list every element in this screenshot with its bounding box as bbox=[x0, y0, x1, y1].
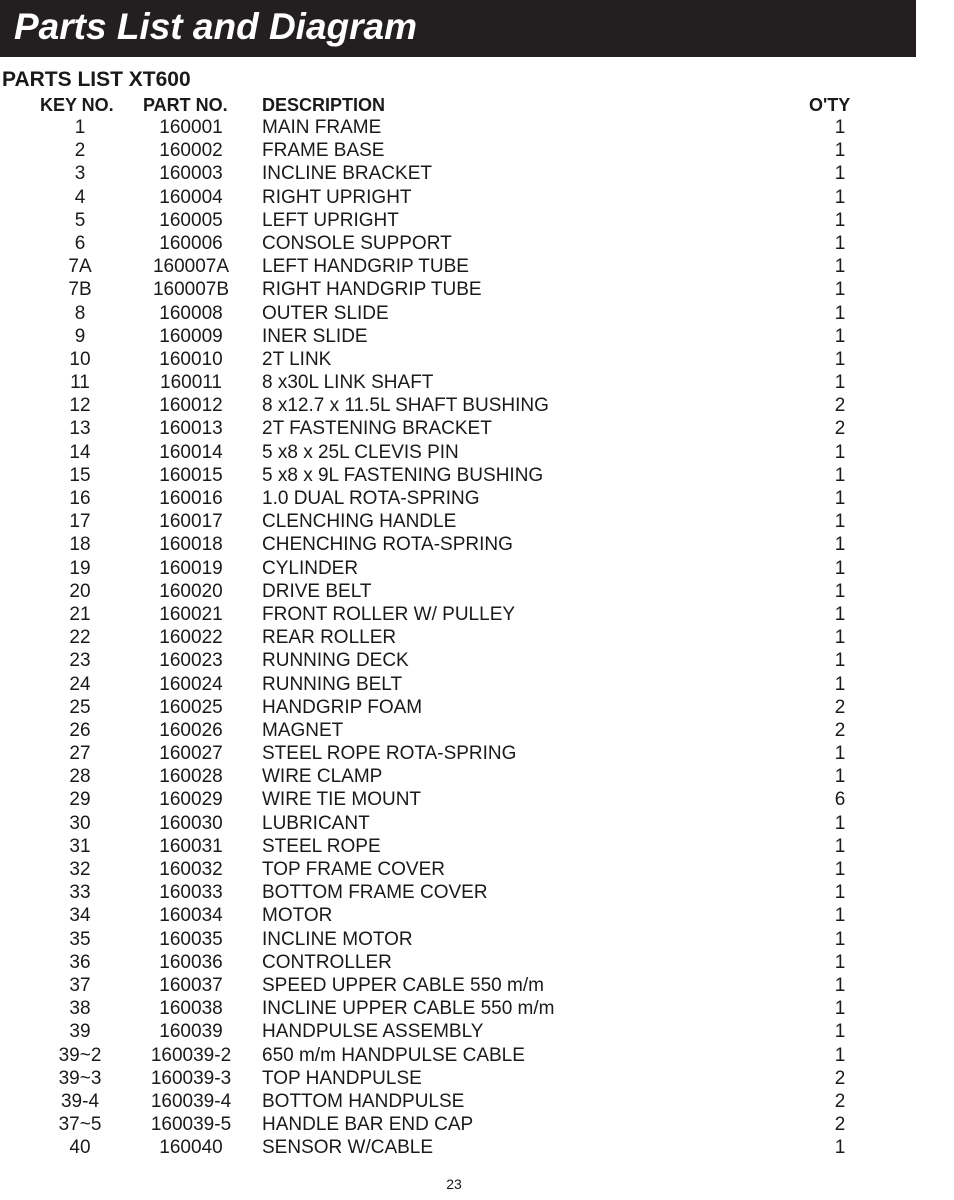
key-no-cell: 39~2 bbox=[58, 1044, 102, 1066]
description-cell: CHENCHING ROTA-SPRING bbox=[262, 534, 513, 556]
part-no-cell: 160039-3 bbox=[150, 1067, 232, 1089]
qty-cell: 1 bbox=[834, 117, 846, 138]
part-no-cell: 160020 bbox=[159, 580, 223, 602]
qty-cell: 2 bbox=[834, 696, 846, 718]
qty-cell: 1 bbox=[834, 859, 846, 880]
part-no-cell: 160028 bbox=[159, 766, 223, 788]
part-no-cell: 160010 bbox=[159, 348, 223, 370]
qty-cell: 2 bbox=[834, 1114, 846, 1136]
description-cell: MAGNET bbox=[262, 719, 344, 741]
part-no-cell: 160014 bbox=[159, 441, 223, 463]
description-cell: HANDGRIP FOAM bbox=[262, 696, 423, 718]
qty-cell: 1 bbox=[834, 974, 846, 996]
key-no-cell: 30 bbox=[69, 812, 91, 834]
table-row bbox=[0, 696, 954, 719]
qty-cell: 2 bbox=[834, 1067, 846, 1089]
table-row bbox=[0, 557, 954, 580]
table-row bbox=[0, 997, 954, 1020]
description-cell: 5 x8 x 9L FASTENING BUSHING bbox=[262, 464, 544, 486]
qty-cell: 1 bbox=[834, 279, 846, 301]
description-cell: TOP FRAME COVER bbox=[262, 859, 445, 880]
qty-cell: 1 bbox=[834, 209, 846, 231]
table-row bbox=[0, 1067, 954, 1090]
qty-cell: 1 bbox=[834, 232, 846, 254]
key-no-cell: 36 bbox=[69, 951, 91, 973]
qty-cell: 1 bbox=[834, 673, 846, 695]
key-no-cell: 21 bbox=[69, 603, 91, 625]
key-no-cell: 7B bbox=[68, 279, 92, 301]
column-header-qty: O'TY bbox=[809, 95, 851, 115]
description-cell: INER SLIDE bbox=[262, 325, 368, 347]
key-no-cell: 3 bbox=[74, 163, 86, 185]
key-no-cell: 1 bbox=[74, 117, 86, 138]
table-row bbox=[0, 371, 954, 394]
part-no-cell: 160029 bbox=[159, 789, 223, 811]
table-row bbox=[0, 1136, 954, 1159]
table-row bbox=[0, 162, 954, 185]
part-no-cell: 160005 bbox=[159, 209, 223, 231]
part-no-cell: 160039-2 bbox=[150, 1044, 232, 1066]
key-no-cell: 20 bbox=[69, 580, 91, 602]
key-no-cell: 33 bbox=[69, 882, 91, 904]
part-no-cell: 160036 bbox=[159, 951, 223, 973]
qty-cell: 1 bbox=[834, 511, 846, 533]
description-cell: LUBRICANT bbox=[262, 812, 370, 834]
qty-cell: 2 bbox=[834, 1090, 846, 1112]
description-cell: 8 x12.7 x 11.5L SHAFT BUSHING bbox=[262, 395, 549, 417]
qty-cell: 1 bbox=[834, 766, 846, 788]
description-cell: LEFT UPRIGHT bbox=[262, 209, 399, 231]
part-no-cell: 160021 bbox=[159, 603, 223, 625]
key-no-cell: 38 bbox=[69, 998, 91, 1020]
part-no-cell: 160039-4 bbox=[150, 1090, 232, 1112]
description-cell: 1.0 DUAL ROTA-SPRING bbox=[262, 488, 480, 509]
description-cell: INCLINE UPPER CABLE 550 m/m bbox=[262, 998, 555, 1020]
key-no-cell: 16 bbox=[69, 488, 91, 509]
description-cell: SPEED UPPER CABLE 550 m/m bbox=[262, 974, 544, 996]
qty-cell: 1 bbox=[834, 1021, 846, 1043]
header-banner bbox=[0, 0, 916, 57]
page-number: 23 bbox=[446, 1176, 462, 1192]
part-no-cell: 160017 bbox=[159, 511, 223, 533]
table-row bbox=[0, 186, 954, 209]
description-cell: CLENCHING HANDLE bbox=[262, 511, 457, 533]
description-cell: WIRE TIE MOUNT bbox=[262, 789, 422, 811]
part-no-cell: 160024 bbox=[159, 673, 223, 695]
key-no-cell: 28 bbox=[69, 766, 91, 788]
key-no-cell: 13 bbox=[69, 418, 91, 440]
description-cell: 2T LINK bbox=[262, 348, 332, 370]
key-no-cell: 7A bbox=[68, 256, 92, 278]
part-no-cell: 160007B bbox=[152, 279, 230, 301]
table-row bbox=[0, 626, 954, 649]
part-no-cell: 160018 bbox=[159, 534, 223, 556]
qty-cell: 6 bbox=[834, 789, 846, 811]
part-no-cell: 160011 bbox=[160, 372, 222, 394]
description-cell: HANDLE BAR END CAP bbox=[262, 1114, 474, 1136]
table-row bbox=[0, 649, 954, 672]
table-row bbox=[0, 139, 954, 162]
part-no-cell: 160007A bbox=[152, 256, 230, 278]
qty-cell: 1 bbox=[834, 998, 846, 1020]
part-no-cell: 160023 bbox=[159, 650, 223, 672]
table-row bbox=[0, 417, 954, 440]
table-row bbox=[0, 580, 954, 603]
table-row bbox=[0, 765, 954, 788]
table-row bbox=[0, 1113, 954, 1136]
part-no-cell: 160033 bbox=[159, 882, 223, 904]
part-no-cell: 160016 bbox=[159, 488, 223, 509]
key-no-cell: 24 bbox=[69, 673, 91, 695]
table-row bbox=[0, 255, 954, 278]
table-row bbox=[0, 533, 954, 556]
description-cell: MOTOR bbox=[262, 905, 333, 927]
table-row bbox=[0, 812, 954, 835]
description-cell: INCLINE BRACKET bbox=[262, 163, 432, 185]
part-no-cell: 160008 bbox=[159, 302, 223, 324]
description-cell: BOTTOM HANDPULSE bbox=[262, 1090, 465, 1112]
table-row bbox=[0, 881, 954, 904]
part-no-cell: 160035 bbox=[159, 928, 223, 950]
description-cell: INCLINE MOTOR bbox=[262, 928, 413, 950]
qty-cell: 1 bbox=[834, 650, 846, 672]
qty-cell: 1 bbox=[834, 163, 846, 185]
description-cell: STEEL ROPE ROTA-SPRING bbox=[262, 743, 517, 765]
qty-cell: 2 bbox=[834, 719, 846, 741]
description-cell: WIRE CLAMP bbox=[262, 766, 383, 788]
qty-cell: 1 bbox=[834, 905, 846, 927]
table-row bbox=[0, 1044, 954, 1067]
key-no-cell: 25 bbox=[69, 696, 91, 718]
table-row bbox=[0, 603, 954, 626]
qty-cell: 1 bbox=[834, 928, 846, 950]
parts-list-title: PARTS LIST XT600 bbox=[2, 68, 191, 91]
qty-cell: 1 bbox=[834, 348, 846, 370]
part-no-cell: 160022 bbox=[159, 627, 223, 649]
description-cell: STEEL ROPE bbox=[262, 835, 381, 857]
description-cell: DRIVE BELT bbox=[262, 580, 372, 602]
table-row bbox=[0, 302, 954, 325]
qty-cell: 2 bbox=[834, 395, 846, 417]
table-row bbox=[0, 209, 954, 232]
part-no-cell: 160038 bbox=[159, 998, 223, 1020]
part-no-cell: 160025 bbox=[159, 696, 223, 718]
qty-cell: 1 bbox=[834, 186, 846, 208]
table-row bbox=[0, 742, 954, 765]
key-no-cell: 22 bbox=[69, 627, 91, 649]
qty-cell: 1 bbox=[834, 325, 846, 347]
qty-cell: 1 bbox=[834, 372, 846, 394]
table-row bbox=[0, 348, 954, 371]
table-row bbox=[0, 951, 954, 974]
part-no-cell: 160006 bbox=[159, 232, 223, 254]
key-no-cell: 2 bbox=[74, 140, 86, 162]
part-no-cell: 160039 bbox=[159, 1021, 223, 1043]
key-no-cell: 12 bbox=[69, 395, 91, 417]
key-no-cell: 23 bbox=[69, 650, 91, 672]
table-row bbox=[0, 788, 954, 811]
key-no-cell: 29 bbox=[69, 789, 91, 811]
table-row bbox=[0, 1090, 954, 1113]
table-row bbox=[0, 278, 954, 301]
description-cell: OUTER SLIDE bbox=[262, 302, 389, 324]
key-no-cell: 37 bbox=[69, 974, 91, 996]
part-no-cell: 160040 bbox=[159, 1137, 223, 1159]
key-no-cell: 26 bbox=[69, 719, 91, 741]
qty-cell: 1 bbox=[834, 140, 846, 162]
table-row bbox=[0, 116, 954, 139]
qty-cell: 1 bbox=[834, 882, 846, 904]
table-row bbox=[0, 974, 954, 997]
key-no-cell: 10 bbox=[69, 348, 91, 370]
description-cell: MAIN FRAME bbox=[262, 117, 382, 138]
qty-cell: 1 bbox=[834, 951, 846, 973]
key-no-cell: 35 bbox=[69, 928, 91, 950]
key-no-cell: 39-4 bbox=[60, 1090, 100, 1112]
key-no-cell: 37~5 bbox=[58, 1114, 102, 1136]
table-row bbox=[0, 464, 954, 487]
description-cell: SENSOR W/CABLE bbox=[262, 1137, 434, 1159]
description-cell: REAR ROLLER bbox=[262, 627, 397, 649]
column-header-part-no: PART NO. bbox=[143, 95, 228, 115]
description-cell: BOTTOM FRAME COVER bbox=[262, 882, 488, 904]
qty-cell: 1 bbox=[834, 441, 846, 463]
qty-cell: 1 bbox=[834, 835, 846, 857]
key-no-cell: 8 bbox=[74, 302, 86, 324]
table-row bbox=[0, 232, 954, 255]
description-cell: FRAME BASE bbox=[262, 140, 385, 162]
table-row bbox=[0, 394, 954, 417]
key-no-cell: 19 bbox=[69, 557, 91, 579]
qty-cell: 1 bbox=[834, 627, 846, 649]
description-cell: CONSOLE SUPPORT bbox=[262, 232, 452, 254]
description-cell: 2T FASTENING BRACKET bbox=[262, 418, 492, 440]
key-no-cell: 40 bbox=[69, 1137, 91, 1159]
column-header-description: DESCRIPTION bbox=[262, 95, 386, 115]
part-no-cell: 160013 bbox=[159, 418, 223, 440]
description-cell: RUNNING BELT bbox=[262, 673, 403, 695]
description-cell: LEFT HANDGRIP TUBE bbox=[262, 256, 469, 278]
column-header-key-no: KEY NO. bbox=[40, 95, 114, 115]
description-cell: CONTROLLER bbox=[262, 951, 392, 973]
table-row bbox=[0, 719, 954, 742]
part-no-cell: 160032 bbox=[159, 859, 223, 880]
description-cell: HANDPULSE ASSEMBLY bbox=[262, 1021, 484, 1043]
qty-cell: 1 bbox=[834, 1044, 846, 1066]
table-row bbox=[0, 928, 954, 951]
part-no-cell: 160009 bbox=[159, 325, 223, 347]
part-no-cell: 160019 bbox=[159, 557, 223, 579]
table-row bbox=[0, 835, 954, 858]
key-no-cell: 11 bbox=[70, 372, 90, 394]
table-row bbox=[0, 673, 954, 696]
qty-cell: 1 bbox=[834, 743, 846, 765]
key-no-cell: 6 bbox=[74, 232, 86, 254]
key-no-cell: 18 bbox=[69, 534, 91, 556]
qty-cell: 1 bbox=[834, 557, 846, 579]
qty-cell: 1 bbox=[834, 256, 846, 278]
qty-cell: 1 bbox=[834, 488, 846, 509]
description-cell: RIGHT HANDGRIP TUBE bbox=[262, 279, 482, 301]
part-no-cell: 160037 bbox=[159, 974, 223, 996]
key-no-cell: 5 bbox=[74, 209, 86, 231]
part-no-cell: 160003 bbox=[159, 163, 223, 185]
table-row bbox=[0, 510, 954, 533]
description-cell: 8 x30L LINK SHAFT bbox=[262, 372, 434, 394]
qty-cell: 1 bbox=[834, 580, 846, 602]
key-no-cell: 34 bbox=[69, 905, 91, 927]
table-row bbox=[0, 441, 954, 464]
description-cell: FRONT ROLLER W/ PULLEY bbox=[262, 603, 516, 625]
key-no-cell: 39~3 bbox=[58, 1067, 102, 1089]
part-no-cell: 160001 bbox=[159, 117, 223, 138]
table-row bbox=[0, 858, 954, 881]
key-no-cell: 31 bbox=[69, 835, 91, 857]
qty-cell: 1 bbox=[834, 603, 846, 625]
key-no-cell: 17 bbox=[69, 511, 91, 533]
part-no-cell: 160031 bbox=[159, 835, 223, 857]
description-cell: CYLINDER bbox=[262, 557, 359, 579]
key-no-cell: 39 bbox=[69, 1021, 91, 1043]
qty-cell: 1 bbox=[834, 1137, 846, 1159]
key-no-cell: 9 bbox=[74, 325, 86, 347]
part-no-cell: 160027 bbox=[159, 743, 223, 765]
page-title: Parts List and Diagram bbox=[14, 6, 418, 47]
key-no-cell: 4 bbox=[74, 186, 86, 208]
qty-cell: 1 bbox=[834, 812, 846, 834]
description-cell: 650 m/m HANDPULSE CABLE bbox=[262, 1044, 525, 1066]
qty-cell: 1 bbox=[834, 464, 846, 486]
part-no-cell: 160002 bbox=[159, 140, 223, 162]
description-cell: 5 x8 x 25L CLEVIS PIN bbox=[262, 441, 459, 463]
key-no-cell: 14 bbox=[69, 441, 91, 463]
key-no-cell: 32 bbox=[69, 859, 91, 880]
table-row bbox=[0, 1020, 954, 1043]
description-cell: RUNNING DECK bbox=[262, 650, 409, 672]
table-row bbox=[0, 904, 954, 927]
part-no-cell: 160004 bbox=[159, 186, 223, 208]
part-no-cell: 160026 bbox=[159, 719, 223, 741]
part-no-cell: 160034 bbox=[159, 905, 223, 927]
part-no-cell: 160030 bbox=[159, 812, 223, 834]
table-row bbox=[0, 325, 954, 348]
qty-cell: 2 bbox=[834, 418, 846, 440]
part-no-cell: 160015 bbox=[159, 464, 223, 486]
part-no-cell: 160012 bbox=[159, 395, 223, 417]
key-no-cell: 27 bbox=[69, 743, 91, 765]
key-no-cell: 15 bbox=[69, 464, 91, 486]
part-no-cell: 160039-5 bbox=[150, 1114, 232, 1136]
parts-table bbox=[0, 116, 954, 1159]
qty-cell: 1 bbox=[834, 302, 846, 324]
description-cell: RIGHT UPRIGHT bbox=[262, 186, 412, 208]
table-row bbox=[0, 487, 954, 510]
description-cell: TOP HANDPULSE bbox=[262, 1067, 422, 1089]
qty-cell: 1 bbox=[834, 534, 846, 556]
